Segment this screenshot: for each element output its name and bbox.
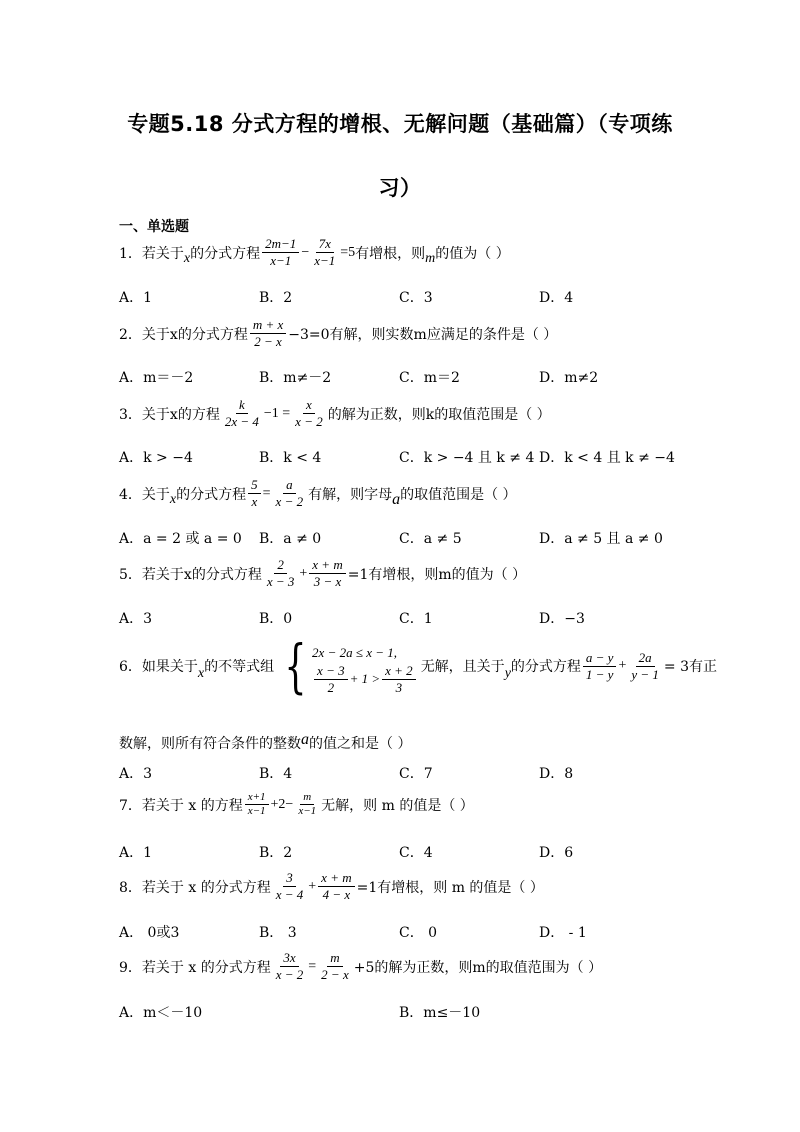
option-b[interactable]: B．a ≠ 0 bbox=[259, 531, 322, 547]
page-title: 专题5.18 分式方程的增根、无解问题（基础篇）（专项练 bbox=[127, 112, 673, 136]
fraction: $\frac{x + 2}{3}$ bbox=[382, 663, 416, 696]
question-7: 7． 若关于 x 的方程 $\frac{x+1}{x-1}$ +2− $\frac{m}{x-1}$ 无解，则 m 的值是（ ） bbox=[119, 791, 474, 817]
fraction: $\frac{5}{x}$ bbox=[248, 477, 261, 510]
fraction: $\frac{m}{2 - x}$ bbox=[321, 950, 349, 982]
fraction: $\frac{2}{x - 3}$ bbox=[266, 557, 295, 589]
question-6: 6． 如果关于 x 的不等式组 { 2x − 2a ≤ x − 1, $\frac{x - 3}{2}$ + 1 > $\frac{x + 2}{3}$ 无解，且关于 y 的分式方程 $\frac{a - y}{1 - y}$ + $\frac{2a}{y - 1}$ = 3有正 bbox=[119, 632, 717, 700]
option-c[interactable]: C．4 bbox=[399, 845, 433, 861]
option-d[interactable]: D．k < 4 且 k ≠ −4 bbox=[539, 450, 675, 466]
option-c[interactable]: C．k > −4 且 k ≠ 4 bbox=[399, 450, 535, 466]
option-b[interactable]: B．0 bbox=[259, 611, 293, 627]
question-8: 8． 若关于 x 的分式方程 $\frac{3}{x - 4}$ + $\frac{x + m}{4 - x}$ =1有增根，则 m 的值是（ ） bbox=[119, 870, 544, 902]
fraction: $\frac{x}{x - 2}$ bbox=[295, 397, 323, 429]
option-a[interactable]: A．k > −4 bbox=[119, 450, 193, 466]
fraction: $\frac{x - 3}{2}$ bbox=[314, 663, 348, 696]
fraction: $\frac{a - y}{1 - y}$ bbox=[583, 650, 617, 683]
option-a[interactable]: A．3 bbox=[119, 766, 153, 782]
left-brace: { bbox=[284, 632, 307, 700]
option-d[interactable]: D．8 bbox=[539, 766, 574, 782]
section-heading: 一、单选题 bbox=[119, 219, 189, 235]
question-3: 3． 关于x的方程 $\frac{k}{2x - 4}$ −1 = $\frac{x}{x - 2}$ 的解为正数，则k的取值范围是（ ） bbox=[119, 397, 551, 429]
question-9: 9． 若关于 x 的分式方程 $\frac{3x}{x - 2}$ = $\frac{m}{2 - x}$ +5的解为正数，则m的取值范围为（ ） bbox=[119, 950, 603, 982]
question-1: 1． 若关于 x 的分式方程 $\frac{2m-1}{x-1}$ − $\frac{7x}{x-1}$ =5 有增根，则 m 的值为（ ） bbox=[119, 236, 510, 268]
option-c[interactable]: C．1 bbox=[399, 611, 433, 627]
option-a[interactable]: A．a = 2 或 a = 0 bbox=[119, 531, 242, 547]
option-c[interactable]: C．3 bbox=[399, 290, 433, 306]
fraction: $\frac{a}{x - 2}$ bbox=[275, 477, 304, 509]
page-title-continued: 习） bbox=[378, 176, 422, 200]
option-b[interactable]: B．2 bbox=[259, 290, 293, 306]
option-c[interactable]: C．7 bbox=[399, 766, 433, 782]
option-a[interactable]: A．m＜－10 bbox=[119, 1005, 203, 1021]
fraction: $\frac{m}{x-1}$ bbox=[298, 791, 317, 817]
fraction: $\frac{2m-1}{x-1}$ bbox=[262, 236, 299, 269]
option-c[interactable]: C．a ≠ 5 bbox=[399, 531, 462, 547]
fraction: $\frac{k}{2x - 4}$ bbox=[224, 397, 259, 429]
option-d[interactable]: D．6 bbox=[539, 845, 574, 861]
fraction: $\frac{2a}{y - 1}$ bbox=[631, 649, 659, 682]
fraction: $\frac{x + m}{4 - x}$ bbox=[318, 870, 354, 903]
option-b[interactable]: B．2 bbox=[259, 845, 293, 861]
option-d[interactable]: D． - 1 bbox=[539, 925, 587, 941]
option-a[interactable]: A． 0或3 bbox=[119, 925, 180, 941]
fraction: $\frac{7x}{x-1}$ bbox=[314, 236, 336, 268]
option-d[interactable]: D．−3 bbox=[539, 611, 585, 627]
option-a[interactable]: A．m＝－2 bbox=[119, 370, 194, 386]
option-b[interactable]: B． 3 bbox=[259, 925, 297, 941]
question-4: 4． 关于 x 的分式方程 $\frac{5}{x}$ = $\frac{a}{x - 2}$ 有解，则字母 a 的取值范围是（ ） bbox=[119, 477, 517, 509]
option-a[interactable]: A．1 bbox=[119, 290, 153, 306]
option-b[interactable]: B．k < 4 bbox=[259, 450, 322, 466]
option-a[interactable]: A．3 bbox=[119, 611, 153, 627]
fraction: $\frac{3x}{x - 2}$ bbox=[275, 950, 304, 982]
option-a[interactable]: A．1 bbox=[119, 845, 153, 861]
option-d[interactable]: D．4 bbox=[539, 290, 574, 306]
option-b[interactable]: B．4 bbox=[259, 766, 293, 782]
fraction: $\frac{m + x}{2 - x}$ bbox=[250, 317, 286, 350]
question-2: 2． 关于x的分式方程 $\frac{m + x}{2 - x}$ −3=0有解，则实数m应满足的条件是（ ） bbox=[119, 317, 558, 349]
fraction: $\frac{x+1}{x-1}$ bbox=[245, 791, 269, 818]
inequality-system: { 2x − 2a ≤ x − 1, $\frac{x - 3}{2}$ + 1 > $\frac{x + 2}{3}$ bbox=[277, 637, 418, 695]
option-d[interactable]: D．m≠2 bbox=[539, 370, 599, 386]
option-b[interactable]: B．m≠－2 bbox=[259, 370, 332, 386]
option-c[interactable]: C．m＝2 bbox=[399, 370, 460, 386]
option-c[interactable]: C． 0 bbox=[399, 925, 438, 941]
option-d[interactable]: D．a ≠ 5 且 a ≠ 0 bbox=[539, 531, 663, 547]
option-b[interactable]: B．m≤－10 bbox=[399, 1005, 481, 1021]
fraction: $\frac{x + m}{3 - x}$ bbox=[309, 557, 345, 590]
fraction: $\frac{3}{x - 4}$ bbox=[275, 870, 304, 902]
question-5: 5． 若关于x的分式方程 $\frac{2}{x - 3}$ + $\frac{x + m}{3 - x}$ =1有增根，则m的值为（ ） bbox=[119, 557, 527, 589]
question-6-continued: 数解，则所有符合条件的整数a的值之和是（ ） bbox=[119, 731, 412, 752]
